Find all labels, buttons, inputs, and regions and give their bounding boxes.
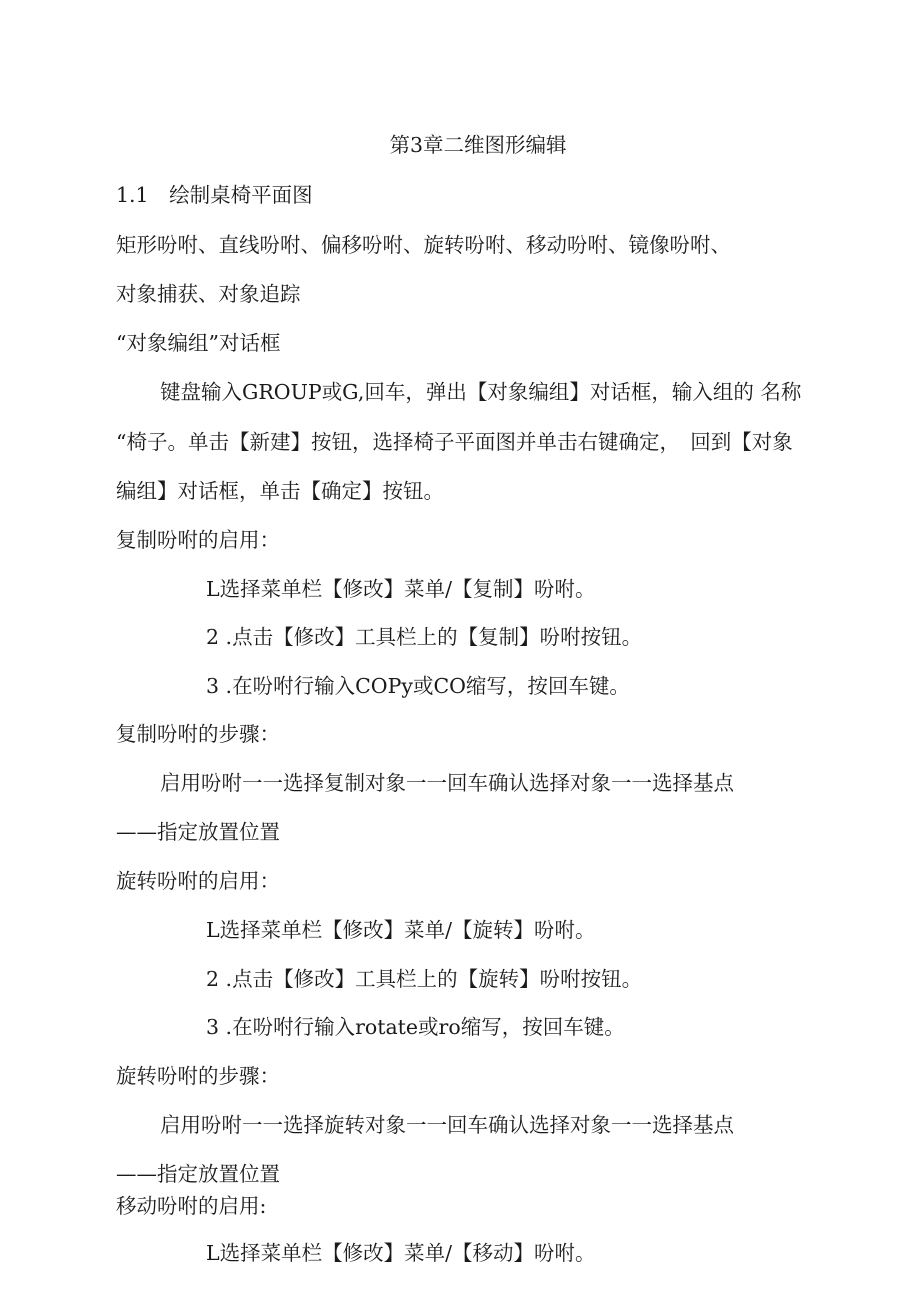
list-item: 3 .在吩咐行输入rotate或ro缩写，按回车键。: [206, 1015, 625, 1039]
list-item: L选择菜单栏【修改】菜单/【旋转】吩咐。: [206, 918, 596, 942]
section-heading: 1.1 绘制桌椅平面图: [116, 183, 313, 207]
paragraph-line: “对象编组”对话框: [116, 331, 281, 355]
list-item: 3 .在吩咐行输入COPy或CO缩写，按回车键。: [206, 674, 630, 698]
list-item: 2 .点击【修改】工具栏上的【旋转】吩咐按钮。: [206, 967, 643, 991]
list-item: L选择菜单栏【修改】菜单/【移动】吩咐。: [206, 1241, 596, 1265]
paragraph-line: 对象捕获、对象追踪: [116, 282, 301, 306]
subheading: 旋转吩咐的步骤：: [116, 1064, 280, 1088]
subheading: 移动吩咐的启用:: [116, 1194, 267, 1218]
paragraph-line: 矩形吩咐、直线吩咐、偏移吩咐、旋转吩咐、移动吩咐、镜像吩咐、: [116, 233, 731, 257]
paragraph-line: ——指定放置位置: [116, 820, 280, 844]
list-item: L选择菜单栏【修改】菜单/【复制】吩咐。: [206, 577, 596, 601]
paragraph-line: 键盘输入GROUP或G,回车，弹出【对象编组】对话框，输入组的 名称: [160, 380, 802, 404]
paragraph-line: 启用吩咐一一选择复制对象一一回车确认选择对象一一选择基点: [160, 771, 734, 795]
subheading: 复制吩咐的启用：: [116, 528, 280, 552]
subheading: 复制吩咐的步骤：: [116, 722, 280, 746]
chapter-title: 第3章二维图形编辑: [389, 133, 567, 157]
paragraph-line: ——指定放置位置: [116, 1162, 280, 1186]
paragraph-line: “椅子。单击【新建】按钮，选择椅子平面图并单击右键确定， 回到【对象: [116, 430, 793, 454]
paragraph-line: 编组】对话框，单击【确定】按钮。: [116, 479, 444, 503]
paragraph-line: 启用吩咐一一选择旋转对象一一回车确认选择对象一一选择基点: [160, 1113, 734, 1137]
list-item: 2 .点击【修改】工具栏上的【复制】吩咐按钮。: [206, 625, 643, 649]
subheading: 旋转吩咐的启用：: [116, 869, 280, 893]
